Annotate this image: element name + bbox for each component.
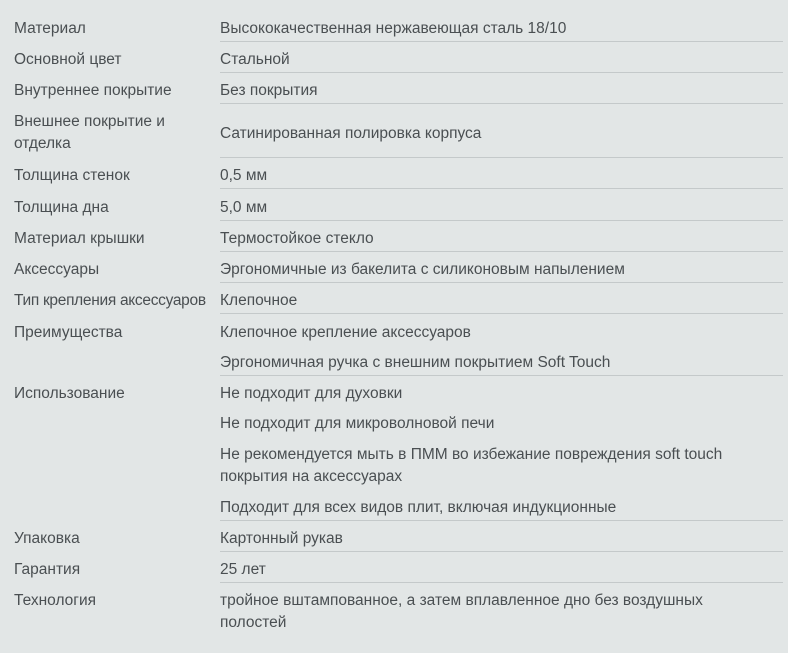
spec-label: Тип крепления аксессуаров [14,292,206,309]
spec-label: Упаковка [14,530,80,547]
spec-value: тройное вштампованное, а затем вплавленное дно без воздушных полостей [220,592,703,631]
spec-value: 25 лет [220,561,266,578]
row-divider [220,551,783,552]
spec-value: Клепочное крепление аксессуаров [220,324,471,341]
spec-value: 0,5 мм [220,167,268,184]
spec-value: Без покрытия [220,82,318,99]
spec-label: Толщина стенок [14,167,130,184]
spec-label: Технология [14,592,97,609]
spec-label: Внутреннее покрытие [14,82,172,99]
row-divider [220,220,783,221]
spec-value: Эргономичные из бакелита с силиконовым напылением [220,261,625,278]
row-divider [220,72,783,73]
spec-label: Основной цвет [14,51,122,68]
row-divider [220,282,783,283]
row-divider [220,313,783,314]
spec-value: Термостойкое стекло [220,230,374,247]
row-divider [220,157,783,158]
spec-label: Использование [14,385,125,402]
row-divider [220,375,783,376]
row-divider [220,188,783,189]
spec-value: Эргономичная ручка с внешним покрытием Soft Touch [220,354,611,371]
row-divider [220,103,783,104]
spec-value: Картонный рукав [220,530,343,547]
spec-label: Аксессуары [14,261,100,278]
row-divider [220,251,783,252]
spec-label: Толщина дна [14,199,109,216]
spec-value: 5,0 мм [220,199,268,216]
spec-label: Материал крышки [14,230,145,247]
row-divider [220,41,783,42]
spec-value: Не рекомендуется мыть в ПММ во избежание повреждения soft touch покрытия на аксессуарах [220,446,723,485]
spec-value: Клепочное [220,292,298,309]
spec-value: Не подходит для микроволновой печи [220,415,495,432]
spec-label: Материал [14,20,86,37]
row-divider [220,520,783,521]
spec-value: Подходит для всех видов плит, включая индукционные [220,499,617,516]
spec-value: Стальной [220,51,290,68]
spec-label: Внешнее покрытие и отделка [14,113,165,152]
row-divider [220,582,783,583]
spec-value: Не подходит для духовки [220,385,403,402]
spec-label: Гарантия [14,561,81,578]
spec-value: Высококачественная нержавеющая сталь 18/10 [220,20,567,37]
spec-value: Сатинированная полировка корпуса [220,125,482,142]
spec-label: Преимущества [14,324,123,341]
